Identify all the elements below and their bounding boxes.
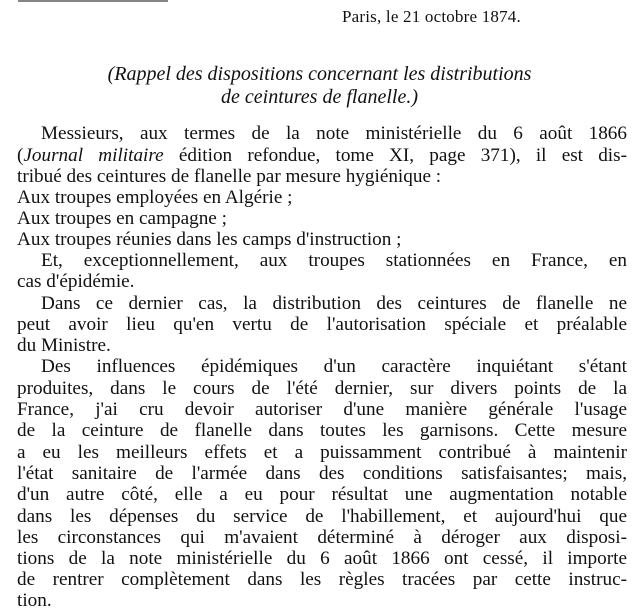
paragraph-4-line-8: dans les dépenses du service de l'habillement, et aujourd'hui que <box>17 506 627 527</box>
paragraph-1-line-6: Aux troupes réunies dans les camps d'instruction ; <box>17 229 402 250</box>
paragraph-3-line-3: du Ministre. <box>17 335 111 356</box>
paragraph-4-line-11: de rentrer complètement dans les règles tracées par cette instruc- <box>17 569 627 590</box>
paragraph-1-line-5: Aux troupes en campagne ; <box>17 208 227 229</box>
paragraph-4-line-7: d'un autre côté, elle a eu pour résultat une augmentation notable <box>17 484 627 505</box>
paragraph-4-line-4: de la ceinture de flanelle dans toutes les garnisons. Cette mesure <box>17 420 627 441</box>
journal-militaire-title: Journal militaire <box>23 145 164 166</box>
paragraph-4-line-6: l'état sanitaire de l'armée dans des conditions satisfaisantes; mais, <box>17 463 627 484</box>
date-line: Paris, le 21 octobre 1874. <box>342 7 521 26</box>
paragraph-2-line-1: Et, exceptionnellement, aux troupes stationnées en France, en <box>41 250 627 271</box>
paragraph-3-line-1: Dans ce dernier cas, la distribution des ceintures de flanelle ne <box>41 293 627 314</box>
page-top-rule <box>18 0 168 8</box>
paragraph-4-line-10: tions de la note ministérielle du 6 août 1866 ont cessé, il importe <box>17 548 627 569</box>
paragraph-1-line-3: tribué des ceintures de flanelle par mesure hygiénique : <box>17 166 442 187</box>
paragraph-4-line-3: France, j'ai cru devoir autoriser d'une manière générale l'usage <box>17 399 627 420</box>
paragraph-1-line-4: Aux troupes employées en Algérie ; <box>17 187 293 208</box>
paragraph-1-line-2 <box>17 145 627 167</box>
paragraph-1-line-2-rest: édition refondue, tome XI, page 371), il est dis- <box>163 145 627 166</box>
paragraph-4-line-2: produites, dans le cours de l'été dernier, sur divers points de la <box>17 378 627 399</box>
paragraph-3-line-2: peut avoir lieu qu'en vertu de l'autorisation spéciale et préalable <box>17 314 627 335</box>
paragraph-4-line-5: a eu les meilleurs effets et a puissamment contribué à maintenir <box>17 442 627 463</box>
paragraph-2-line-2: cas d'épidémie. <box>17 271 135 292</box>
title-line-1: (Rappel des dispositions concernant les distributions <box>107 63 532 85</box>
paragraph-1-line-1: Messieurs, aux termes de la note ministérielle du 6 août 1866 <box>41 123 627 144</box>
paragraph-4-line-12: tion. <box>17 590 52 611</box>
title-line-2: de ceintures de flanelle.) <box>221 86 418 108</box>
paragraph-4-line-9: les circonstances qui m'avaient déterminé à déroger aux disposi- <box>17 527 627 548</box>
open-paren: ( <box>17 145 24 166</box>
paragraph-4-line-1: Des influences épidémiques d'un caractère inquiétant s'étant <box>41 356 627 377</box>
